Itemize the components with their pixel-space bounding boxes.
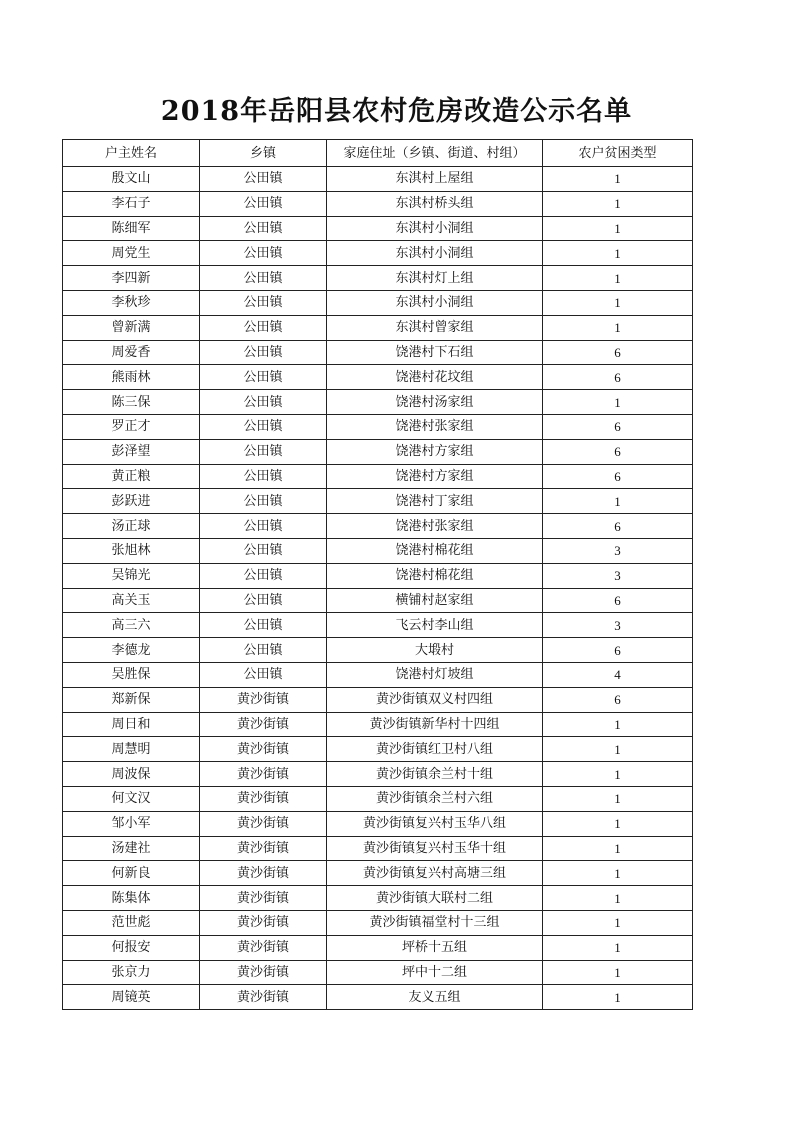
cell-poverty-type: 6 [543,588,693,613]
cell-poverty-type: 6 [543,514,693,539]
cell-home-address: 饶港村张家组 [327,514,543,539]
cell-poverty-type: 1 [543,737,693,762]
cell-householder-name: 殷文山 [63,167,200,192]
cell-township: 公田镇 [200,464,327,489]
cell-poverty-type: 1 [543,167,693,192]
cell-home-address: 坪桥十五组 [327,935,543,960]
cell-home-address: 黄沙街镇复兴村玉华八组 [327,811,543,836]
cell-householder-name: 罗正才 [63,414,200,439]
cell-township: 公田镇 [200,216,327,241]
roster-table [62,139,693,1010]
table-row [63,390,693,415]
cell-poverty-type: 1 [543,489,693,514]
cell-township: 公田镇 [200,414,327,439]
cell-home-address: 飞云村李山组 [327,613,543,638]
table-row [63,662,693,687]
table-row [63,191,693,216]
header-home-address: 家庭住址（乡镇、街道、村组） [327,140,543,167]
cell-township: 黄沙街镇 [200,712,327,737]
cell-poverty-type: 1 [543,290,693,315]
cell-householder-name: 何报安 [63,935,200,960]
cell-poverty-type: 1 [543,315,693,340]
table-row [63,762,693,787]
cell-home-address: 饶港村汤家组 [327,390,543,415]
cell-township: 黄沙街镇 [200,811,327,836]
cell-township: 公田镇 [200,489,327,514]
cell-poverty-type: 1 [543,811,693,836]
cell-householder-name: 吴胜保 [63,662,200,687]
cell-poverty-type: 6 [543,340,693,365]
cell-poverty-type: 1 [543,712,693,737]
cell-township: 公田镇 [200,167,327,192]
cell-poverty-type: 1 [543,191,693,216]
cell-township: 黄沙街镇 [200,836,327,861]
cell-home-address: 黄沙街镇新华村十四组 [327,712,543,737]
cell-home-address: 黄沙街镇复兴村高塘三组 [327,861,543,886]
cell-householder-name: 汤正球 [63,514,200,539]
cell-township: 黄沙街镇 [200,861,327,886]
header-poverty-type: 农户贫困类型 [543,140,693,167]
cell-home-address: 东淇村桥头组 [327,191,543,216]
table-row [63,365,693,390]
cell-home-address: 饶港村张家组 [327,414,543,439]
cell-township: 黄沙街镇 [200,762,327,787]
cell-home-address: 东淇村灯上组 [327,266,543,291]
cell-householder-name: 周党生 [63,241,200,266]
cell-township: 公田镇 [200,315,327,340]
cell-poverty-type: 1 [543,935,693,960]
table-row [63,489,693,514]
cell-township: 公田镇 [200,390,327,415]
cell-home-address: 黄沙街镇大联村二组 [327,886,543,911]
table-row [63,216,693,241]
cell-householder-name: 张京力 [63,960,200,985]
cell-householder-name: 张旭林 [63,538,200,563]
cell-householder-name: 汤建社 [63,836,200,861]
cell-poverty-type: 6 [543,638,693,663]
cell-township: 黄沙街镇 [200,886,327,911]
cell-home-address: 友义五组 [327,985,543,1010]
table-row [63,241,693,266]
cell-poverty-type: 6 [543,414,693,439]
cell-poverty-type: 3 [543,538,693,563]
cell-township: 公田镇 [200,563,327,588]
cell-township: 公田镇 [200,290,327,315]
table-row [63,414,693,439]
cell-householder-name: 郑新保 [63,687,200,712]
cell-poverty-type: 1 [543,786,693,811]
table-row [63,985,693,1010]
table-row [63,588,693,613]
cell-home-address: 饶港村下石组 [327,340,543,365]
cell-poverty-type: 6 [543,687,693,712]
cell-home-address: 饶港村丁家组 [327,489,543,514]
cell-householder-name: 陈三保 [63,390,200,415]
table-row [63,935,693,960]
cell-township: 黄沙街镇 [200,935,327,960]
table-row [63,687,693,712]
cell-poverty-type: 4 [543,662,693,687]
table-row [63,340,693,365]
cell-home-address: 饶港村棉花组 [327,538,543,563]
table-row [63,167,693,192]
table-row [63,886,693,911]
cell-poverty-type: 3 [543,613,693,638]
cell-householder-name: 周慧明 [63,737,200,762]
table-row [63,266,693,291]
document-title: 2018年岳阳县农村危房改造公示名单 [160,96,633,127]
cell-home-address: 黄沙街镇双义村四组 [327,687,543,712]
cell-home-address: 坪中十二组 [327,960,543,985]
table-row [63,538,693,563]
table-row [63,910,693,935]
cell-householder-name: 吴锦光 [63,563,200,588]
cell-poverty-type: 6 [543,365,693,390]
cell-poverty-type: 1 [543,266,693,291]
cell-poverty-type: 1 [543,910,693,935]
cell-township: 公田镇 [200,241,327,266]
cell-poverty-type: 1 [543,762,693,787]
table-row [63,439,693,464]
cell-householder-name: 周爱香 [63,340,200,365]
cell-householder-name: 高三六 [63,613,200,638]
table-row [63,836,693,861]
cell-home-address: 饶港村灯坡组 [327,662,543,687]
table-row [63,712,693,737]
cell-township: 公田镇 [200,613,327,638]
cell-township: 黄沙街镇 [200,985,327,1010]
cell-township: 黄沙街镇 [200,910,327,935]
cell-householder-name: 周镜英 [63,985,200,1010]
cell-township: 公田镇 [200,340,327,365]
cell-householder-name: 李德龙 [63,638,200,663]
cell-township: 公田镇 [200,638,327,663]
cell-householder-name: 周日和 [63,712,200,737]
cell-township: 黄沙街镇 [200,786,327,811]
cell-township: 黄沙街镇 [200,960,327,985]
table-row [63,464,693,489]
cell-township: 公田镇 [200,439,327,464]
cell-poverty-type: 1 [543,241,693,266]
cell-householder-name: 何新良 [63,861,200,886]
table-row [63,960,693,985]
cell-home-address: 东淇村小洞组 [327,290,543,315]
cell-township: 公田镇 [200,365,327,390]
cell-home-address: 黄沙街镇福堂村十三组 [327,910,543,935]
table-row [63,514,693,539]
cell-township: 公田镇 [200,514,327,539]
cell-home-address: 大塅村 [327,638,543,663]
cell-home-address: 横铺村赵家组 [327,588,543,613]
cell-township: 公田镇 [200,191,327,216]
cell-home-address: 饶港村棉花组 [327,563,543,588]
table-header-row [63,140,693,167]
cell-home-address: 黄沙街镇复兴村玉华十组 [327,836,543,861]
table-row [63,613,693,638]
cell-householder-name: 陈细军 [63,216,200,241]
cell-home-address: 东淇村上屋组 [327,167,543,192]
cell-township: 黄沙街镇 [200,687,327,712]
table-row [63,811,693,836]
cell-householder-name: 李石子 [63,191,200,216]
cell-township: 公田镇 [200,266,327,291]
header-householder-name: 户主姓名 [63,140,200,167]
table-row [63,563,693,588]
cell-poverty-type: 3 [543,563,693,588]
table-row [63,638,693,663]
cell-householder-name: 李四新 [63,266,200,291]
cell-township: 黄沙街镇 [200,737,327,762]
cell-home-address: 黄沙街镇红卫村八组 [327,737,543,762]
cell-poverty-type: 1 [543,216,693,241]
cell-householder-name: 高关玉 [63,588,200,613]
cell-township: 公田镇 [200,662,327,687]
cell-home-address: 饶港村花坟组 [327,365,543,390]
cell-householder-name: 黄正粮 [63,464,200,489]
cell-township: 公田镇 [200,588,327,613]
cell-householder-name: 熊雨林 [63,365,200,390]
cell-poverty-type: 1 [543,960,693,985]
cell-householder-name: 曾新满 [63,315,200,340]
cell-householder-name: 范世彪 [63,910,200,935]
cell-township: 公田镇 [200,538,327,563]
table-body [63,167,693,1010]
cell-home-address: 东淇村曾家组 [327,315,543,340]
table-row [63,737,693,762]
cell-home-address: 东淇村小洞组 [327,241,543,266]
cell-householder-name: 彭泽望 [63,439,200,464]
cell-poverty-type: 1 [543,836,693,861]
cell-poverty-type: 1 [543,861,693,886]
cell-householder-name: 陈集体 [63,886,200,911]
cell-home-address: 饶港村方家组 [327,464,543,489]
cell-poverty-type: 6 [543,464,693,489]
table-row [63,315,693,340]
cell-poverty-type: 1 [543,390,693,415]
cell-home-address: 东淇村小洞组 [327,216,543,241]
cell-poverty-type: 1 [543,985,693,1010]
cell-householder-name: 何文汉 [63,786,200,811]
table-row [63,786,693,811]
cell-home-address: 饶港村方家组 [327,439,543,464]
cell-home-address: 黄沙街镇余兰村六组 [327,786,543,811]
cell-home-address: 黄沙街镇余兰村十组 [327,762,543,787]
cell-poverty-type: 6 [543,439,693,464]
cell-householder-name: 李秋珍 [63,290,200,315]
cell-poverty-type: 1 [543,886,693,911]
header-township: 乡镇 [200,140,327,167]
cell-householder-name: 彭跃进 [63,489,200,514]
table-row [63,861,693,886]
cell-householder-name: 邹小军 [63,811,200,836]
table-row [63,290,693,315]
cell-householder-name: 周波保 [63,762,200,787]
